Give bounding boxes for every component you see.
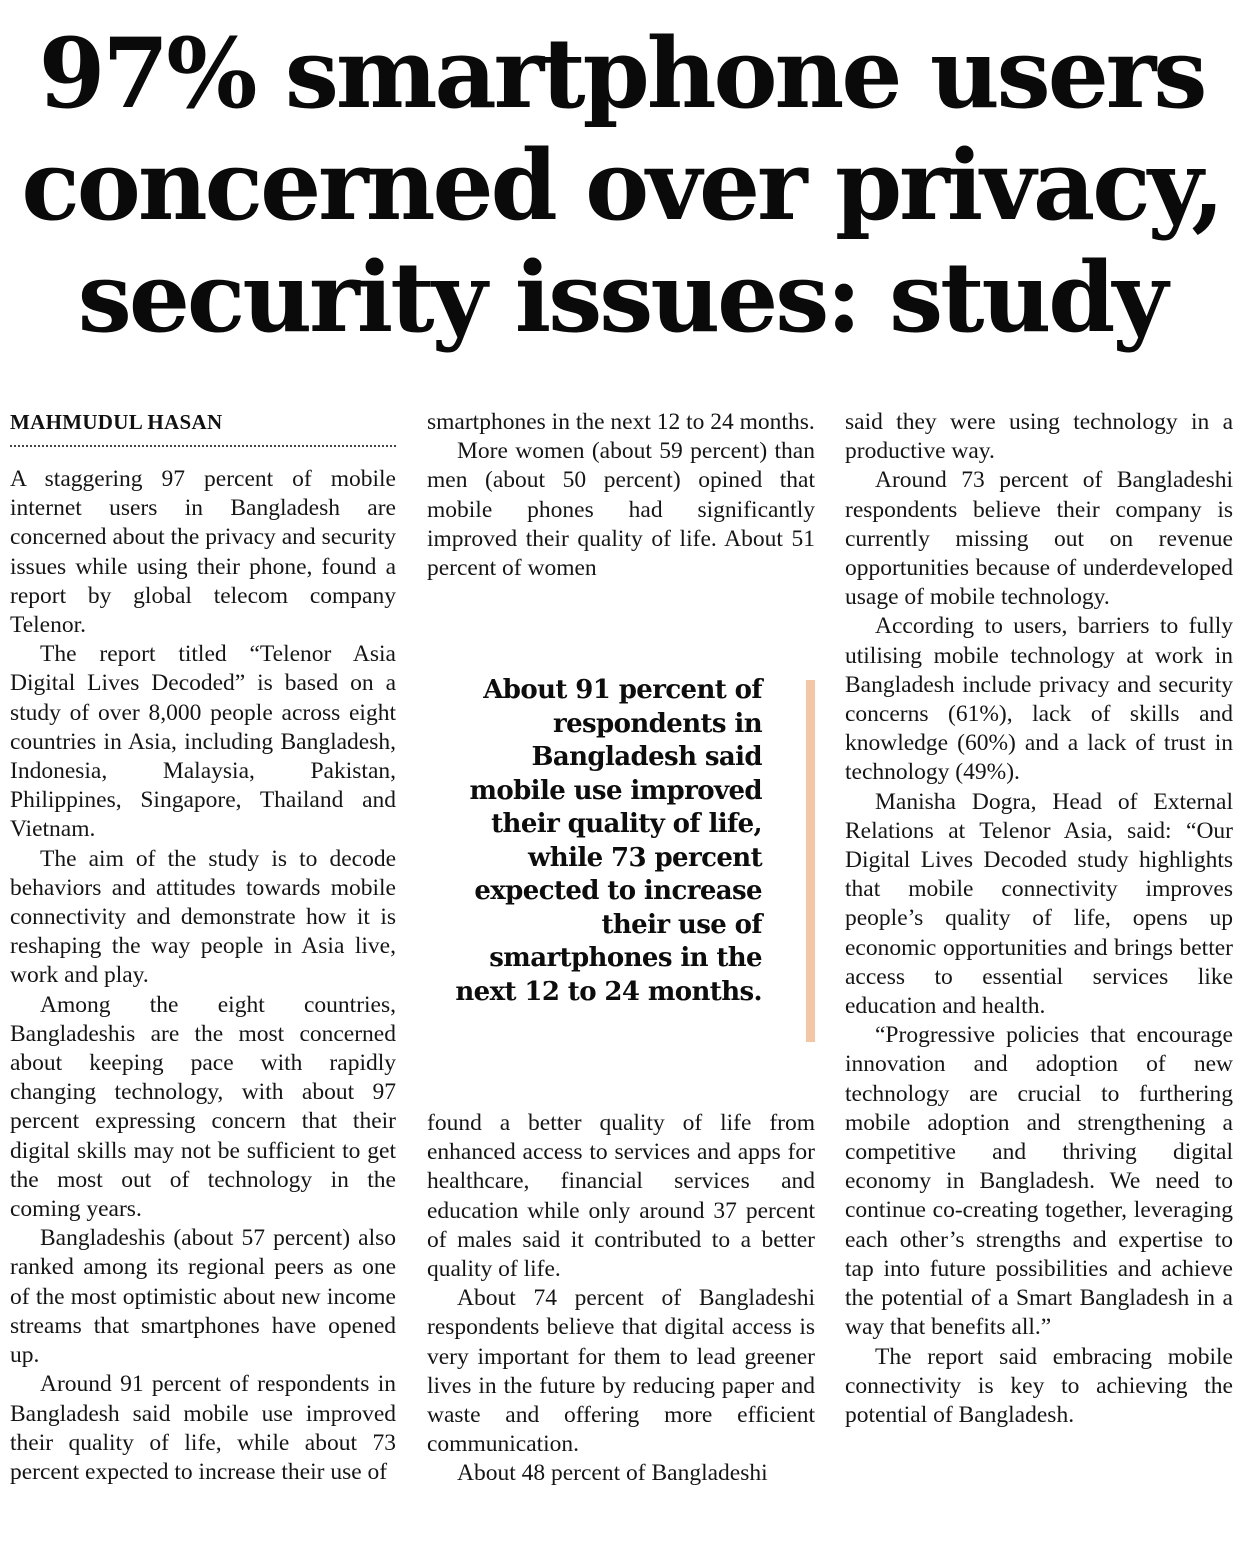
paragraph: Bangladeshis (about 57 percent) also ranked among its regional peers as one of the most optimistic about new income streams that smartphones have opened up. — [10, 1225, 396, 1369]
paragraph: Among the eight countries, Bangladeshis are the most concerned about keeping pace with rapidly changing technology, with about 97 percent expressing concern that their digital skills may not be sufficient to get the most out of technology in the coming years. — [10, 991, 396, 1223]
paragraph: said they were using technology in a productive way. — [845, 409, 1233, 465]
article-column-2-bottom — [427, 1109, 815, 1489]
paragraph: smartphones in the next 12 to 24 months. — [427, 409, 815, 435]
paragraph: About 48 percent of Bangladeshi — [457, 1460, 768, 1487]
paragraph: The report titled “Telenor Asia Digital Lives Decoded” is based on a study of over 8,000 people across eight countries in Asia, including Bangladesh, Indonesia, Malaysia, Pakistan, Philippines, Singapore, Thailand and Vietnam. — [10, 641, 396, 843]
paragraph: More women (about 59 percent) than men (about 50 percent) opined that mobile phones had significantly improved their quality of life. About 51 percent of women — [427, 438, 815, 582]
paragraph: About 74 percent of Bangladeshi respondents believe that digital access is very important for them to lead greener lives in the future by reducing paper and waste and offering more efficient communication. — [427, 1285, 815, 1458]
pull-quote-accent-bar — [806, 680, 815, 1042]
article-column-3 — [845, 408, 1233, 1430]
paragraph: Around 73 percent of Bangladeshi respondents believe their company is currently missing out on revenue opportunities because of underdeveloped usage of mobile technology. — [845, 467, 1233, 611]
paragraph: Around 91 percent of respondents in Bangladesh said mobile use improved their quality of life, while about 73 percent expected to increase their use of — [10, 1371, 396, 1485]
headline-line-3: security issues: study — [77, 241, 1166, 354]
paragraph: The aim of the study is to decode behaviors and attitudes towards mobile connectivity and demonstrate how it is reshaping the way people in Asia live, work and play. — [10, 845, 396, 989]
paragraph: “Progressive policies that encourage innovation and adoption of new technology are crucial to furthering mobile adoption and strengthening a competitive and thriving digital economy in Bangladesh. We need to continue co-creating together, leveraging each other’s strengths and expertise to tap into future possibilities and achieve the potential of a Smart Bangladesh in a way that benefits all.” — [845, 1022, 1233, 1341]
article-column-1 — [10, 465, 396, 1487]
headline-line-1: 97% smartphone users — [38, 17, 1205, 130]
byline: MAHMUDUL HASAN — [10, 410, 396, 447]
paragraph: Manisha Dogra, Head of External Relations at Telenor Asia, said: “Our Digital Lives Decoded study highlights that mobile connectivity improves people’s quality of life, opens up economic opportunities and brings better access to essential services like education and health. — [845, 788, 1233, 1020]
paragraph: According to users, barriers to fully utilising mobile technology at work in Bangladesh include privacy and security concerns (61%), lack of skills and knowledge (60%) and a lack of trust in technology (49%). — [845, 613, 1233, 786]
headline — [0, 18, 1243, 354]
article-column-2-top — [427, 408, 815, 583]
paragraph: The report said embracing mobile connectivity is key to achieving the potential of Bangladesh. — [845, 1343, 1233, 1428]
pull-quote: About 91 percent of respondents in Bangladesh said mobile use improved their quality of life, while 73 percent expected to increase their use of smartphones in the next 12 to 24 months. — [455, 675, 762, 1007]
paragraph: found a better quality of life from enhanced access to services and apps for healthcare, financial services and education while only around 37 percent of males said it contributed to a better quality of life. — [427, 1110, 815, 1283]
headline-line-2: concerned over privacy, — [21, 129, 1222, 242]
paragraph: A staggering 97 percent of mobile internet users in Bangladesh are concerned about the privacy and security issues while using their phone, found a report by global telecom company Telenor. — [10, 466, 396, 639]
